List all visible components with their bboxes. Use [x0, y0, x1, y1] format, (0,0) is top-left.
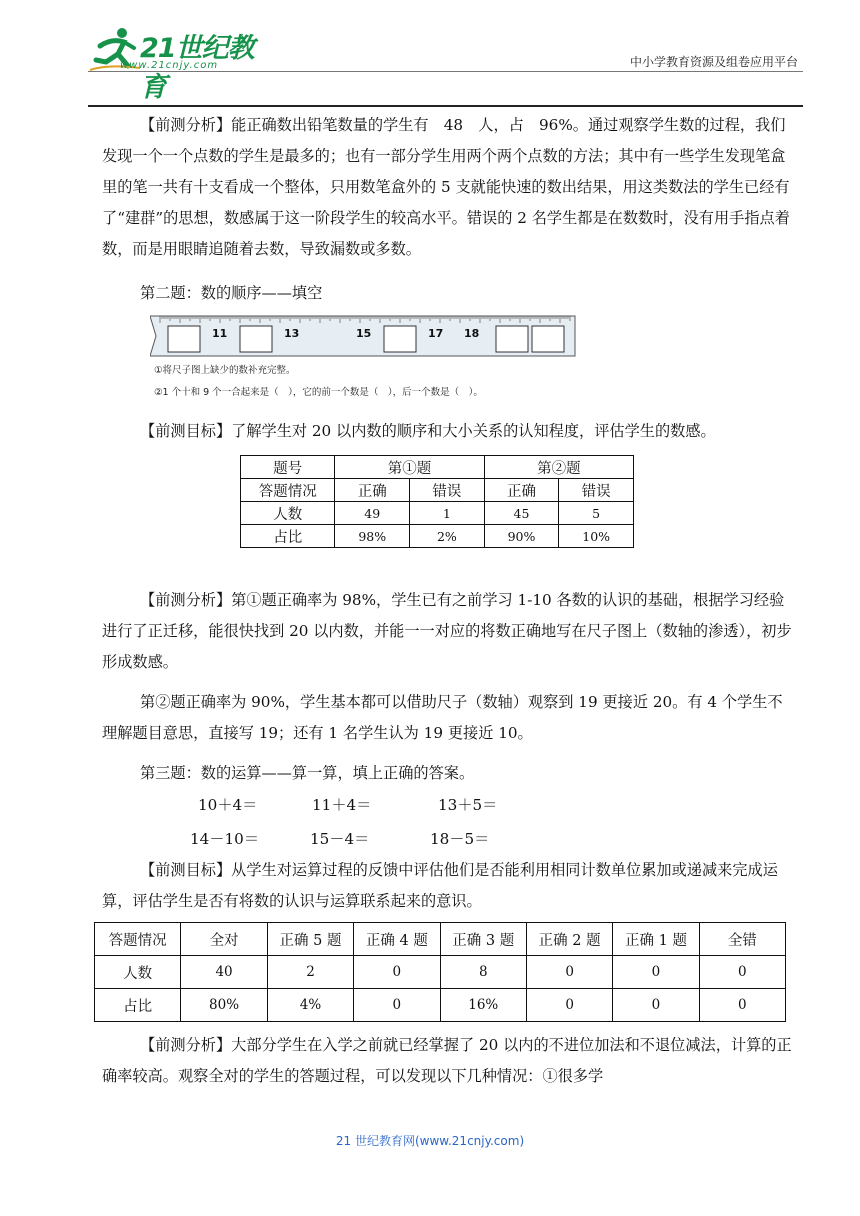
table-cell: 1: [410, 502, 485, 525]
table-cell: 4%: [267, 989, 353, 1022]
expression: 18－5＝: [430, 830, 490, 848]
table-cell: 正确 3 题: [440, 923, 526, 956]
analysis-paragraph-1: 【前测分析】能正确数出铅笔数量的学生有 48 人，占 96%。通过观察学生数的过程，我们发现一个一个点数的学生是最多的；也有一部分学生用两个两个点数的方法；其中有一些学生发现笔盒里的笔一共有十支看成一个整体，只用数笔盒外的 5 支就能快速的数出结果，用这类数法的学生已经有了“建群”的思想，数感属于这一阶段学生的较高水平。错误的 2 名学生都是在数数时，没有用手指点着数，而是用眼睛追随着去数，导致漏数或多数。: [102, 116, 790, 258]
table-cell: 全对: [181, 923, 267, 956]
page-header: [0, 0, 860, 110]
table-cell: 0: [526, 989, 612, 1022]
expression: 15－4＝: [310, 830, 370, 848]
analysis-paragraph-3: 第②题正确率为 90%，学生基本都可以借助尺子（数轴）观察到 19 更接近 20。有 4 个学生不理解题目意思，直接写 19；还有 1 名学生认为 19 更接近 10。: [102, 693, 783, 742]
table-cell: 0: [699, 956, 785, 989]
table-cell: 正确 5 题: [267, 923, 353, 956]
table-cell: 答题情况: [95, 923, 181, 956]
question-3-title: 第三题：数的运算——算一算，填上正确的答案。: [140, 764, 475, 782]
expression: 13＋5＝: [438, 796, 498, 814]
table-cell: 人数: [241, 502, 335, 525]
ruler-blank-box: [532, 326, 564, 352]
table-cell: 80%: [181, 989, 267, 1022]
table-row: [95, 956, 786, 989]
table-cell: 正确 2 题: [526, 923, 612, 956]
table-cell: 0: [526, 956, 612, 989]
table-cell: 90%: [484, 525, 559, 548]
ruler-number-18: 18: [464, 327, 480, 340]
table-row: [241, 525, 634, 548]
table-cell: 错误: [410, 479, 485, 502]
table-question-3: [94, 922, 786, 1022]
expression: 11＋4＝: [312, 796, 372, 814]
table-row: [95, 989, 786, 1022]
ruler-blank-box: [168, 326, 200, 352]
analysis-paragraph-2: 【前测分析】第①题正确率为 98%，学生已有之前学习 1-10 各数的认识的基础，根据学习经验进行了正迁移，能很快找到 20 以内数，并能一一对应的将数正确地写在尺子图上（数轴的渗透），初步形成数感。: [102, 591, 792, 671]
ruler-blank-box: [384, 326, 416, 352]
table-cell: 2: [267, 956, 353, 989]
table-cell: 0: [613, 956, 699, 989]
ruler-note-2: ②1 个十和 9 个一合起来是（ ），它的前一个数是（ ），后一个数是（ ）。: [154, 387, 483, 398]
table-cell: 全错: [699, 923, 785, 956]
table-cell: 正确 4 题: [354, 923, 440, 956]
table-cell: 第②题: [484, 456, 633, 479]
table-cell: 8: [440, 956, 526, 989]
table-question-2: [240, 455, 634, 548]
goal-2: 【前测目标】了解学生对 20 以内数的顺序和大小关系的认知程度，评估学生的数感。: [140, 422, 716, 440]
table-row: [241, 502, 634, 525]
page-footer: 21 世纪教育网(www.21cnjy.com): [335, 1134, 525, 1148]
goal-3: 【前测目标】从学生对运算过程的反馈中评估他们是否能利用相同计数单位累加或递减来完成运算，评估学生是否有将数的认识与运算联系起来的意识。: [102, 861, 778, 910]
logo: [88, 26, 258, 103]
table-cell: 45: [484, 502, 559, 525]
table-cell: 错误: [559, 479, 634, 502]
table-cell: 16%: [440, 989, 526, 1022]
table-cell: 占比: [241, 525, 335, 548]
table-row: [241, 456, 634, 479]
table-cell: 0: [699, 989, 785, 1022]
table-cell: 40: [181, 956, 267, 989]
question-2-title: 第二题：数的顺序——填空: [140, 284, 323, 302]
table-cell: 正确 1 题: [613, 923, 699, 956]
table-row: [95, 923, 786, 956]
header-rule: [88, 105, 803, 107]
table-cell: 0: [613, 989, 699, 1022]
platform-name: 中小学教育资源及组卷应用平台: [629, 55, 798, 69]
logo-text: 21世纪教育: [140, 33, 254, 103]
table-cell: 49: [335, 502, 410, 525]
ruler-note-1: ①将尺子图上缺少的数补充完整。: [154, 365, 296, 376]
table-cell: 5: [559, 502, 634, 525]
table-cell: 第①题: [335, 456, 484, 479]
table-cell: 答题情况: [241, 479, 335, 502]
table-cell: 98%: [335, 525, 410, 548]
table-cell: 题号: [241, 456, 335, 479]
logo-url: www.21cnjy.com: [120, 60, 219, 71]
expression: 14－10＝: [190, 830, 260, 848]
table-cell: 人数: [95, 956, 181, 989]
header-divider: [88, 71, 803, 72]
table-row: [241, 479, 634, 502]
table-cell: 2%: [410, 525, 485, 548]
ruler-number-15: 15: [356, 327, 372, 340]
table-cell: 占比: [95, 989, 181, 1022]
table-cell: 0: [354, 956, 440, 989]
table-cell: 正确: [484, 479, 559, 502]
table-cell: 10%: [559, 525, 634, 548]
ruler-number-13: 13: [284, 327, 300, 340]
ruler-blank-box: [496, 326, 528, 352]
analysis-paragraph-4: 【前测分析】大部分学生在入学之前就已经掌握了 20 以内的不进位加法和不退位减法，计算的正确率较高。观察全对的学生的答题过程，可以发现以下几种情况：①很多学: [102, 1036, 792, 1085]
ruler-number-11: 11: [212, 327, 228, 340]
table-cell: 正确: [335, 479, 410, 502]
ruler-number-17: 17: [428, 327, 444, 340]
ruler-blank-box: [240, 326, 272, 352]
table-cell: 0: [354, 989, 440, 1022]
expression: 10＋4＝: [198, 796, 258, 814]
